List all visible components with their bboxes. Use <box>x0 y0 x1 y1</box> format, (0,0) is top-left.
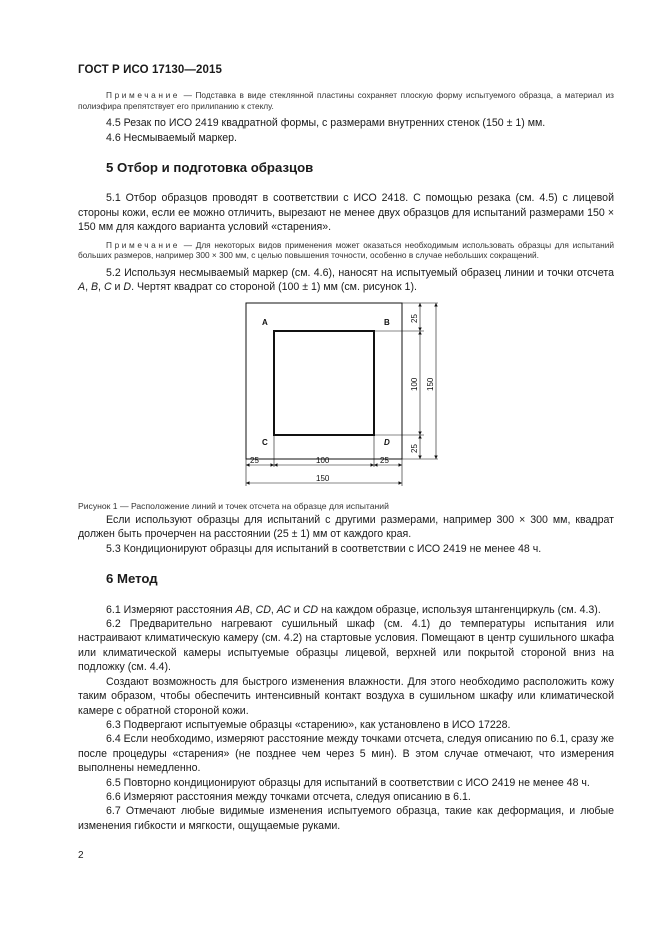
note-glass-plate: Примечание — Подставка в виде стеклянной пластины сохраняет плоскую форму испытуемого образца, а материал из полиэфира препятствует его прилипанию к стеклу. <box>78 90 614 111</box>
paragraph-humidity: Создают возможность для быстрого изменения влажности. Для этого необходимо расположить кожу таким образом, чтобы обеспечить интенсивный контакт воздуха в сушильном шкафу или климатической камере с обратной стороной кожи. <box>78 675 614 717</box>
point-b-label: B <box>384 317 390 327</box>
reference-square-diagram <box>232 301 462 497</box>
clause-4-5: 4.5 Резак по ИСО 2419 квадратной формы, с размерами внутренних стенок (150 ± 1) мм. <box>106 117 546 130</box>
clause-6-5: 6.5 Повторно кондиционируют образцы для испытаний в соответствии с ИСО 2419 не менее 48 ч. <box>106 776 590 789</box>
clause-4-6: 4.6 Несмываемый маркер. <box>106 131 238 144</box>
clause-6-6: 6.6 Измеряют расстояния между точками отсчета, следуя описанию в 6.1. <box>106 790 471 803</box>
paragraph-other-sizes: Если используют образцы для испытаний с другими размерами, например 300 × 300 мм, квадрат должен быть прочерчен на расстоянии (25 ± 1) мм от каждого края. <box>78 514 614 541</box>
note-label: Примечание <box>106 239 181 250</box>
dim-150-vertical: 150 <box>426 377 435 391</box>
clause-5-1: 5.1 Отбор образцов проводят в соответствии с ИСО 2418. С помощью резака (см. 4.5) с лицевой стороны кожи, если ее можно отличить, вырезают не менее двух образцов для испытаний размерами 150 × 150 мм для каждого варианта условий «старения». <box>78 192 614 234</box>
dim-25-left: 25 <box>250 455 259 465</box>
point-a-label: A <box>262 317 268 327</box>
clause-5-3: 5.3 Кондиционируют образцы для испытаний в соответствии с ИСО 2419 не менее 48 ч. <box>106 542 542 555</box>
dim-25-bottom: 25 <box>410 443 419 453</box>
clause-6-7: 6.7 Отмечают любые видимые изменения испытуемого образца, такие как деформация, и любые изменения гибкости и мягкости, ощущаемые руками. <box>78 805 614 832</box>
clause-6-4: 6.4 Если необходимо, измеряют расстояние между точками отсчета, следуя описанию по 6.1, сразу же после процедуры «старения» (не позднее чем через 5 мин). В этом случае отмечают, что измерения выполнены немедленно. <box>78 733 614 775</box>
section-5-title: 5 Отбор и подготовка образцов <box>106 160 314 175</box>
dim-150-horizontal: 150 <box>316 473 330 483</box>
figure-caption: Рисунок 1 — Расположение линий и точек отсчета на образце для испытаний <box>78 500 389 511</box>
point-c-label: C <box>262 437 268 447</box>
clause-6-1: 6.1 Измеряют расстояния АВ, CD, АС и CD на каждом образце, используя штангенциркуль (см. 4.3). <box>106 603 601 616</box>
figure-1 <box>78 301 614 499</box>
section-6-title: 6 Метод <box>106 571 158 587</box>
dim-100-vertical: 100 <box>410 377 419 391</box>
clause-6-3: 6.3 Подвергают испытуемые образцы «старению», как установлено в ИСО 17228. <box>106 718 511 731</box>
dim-100-horizontal: 100 <box>316 455 330 465</box>
clause-6-2: 6.2 Предварительно нагревают сушильный шкаф (см. 4.1) до температуры испытания или настраивают климатическую камеру (см. 4.2) на стартовые условия. Помещают в центр сушильного шкафа или климатической камеры испытуемые образцы лицевой, верхней или покрытой стороной вниз на подложку (см. 4.4). <box>78 618 614 674</box>
point-d-label: D <box>384 437 390 447</box>
dim-25-right: 25 <box>380 455 389 465</box>
clause-5-2: 5.2 Используя несмываемый маркер (см. 4.6), наносят на испытуемый образец линии и точки отсчета А, В, С и D. Чертят квадрат со стороной (100 ± 1) мм (см. рисунок 1). <box>78 266 614 294</box>
document-header: ГОСТ Р ИСО 17130—2015 <box>78 64 223 76</box>
note-label: Примечание <box>106 90 181 100</box>
dim-25-top: 25 <box>410 313 419 323</box>
note-sample-size: Примечание — Для некоторых видов применения может оказаться необходимым использовать образцы для испытаний больших размеров, например 300 × 300 мм, с целью повышения точности, особенно в случае небольших сокращений. <box>78 239 614 261</box>
reference-square <box>274 331 374 435</box>
page-number: 2 <box>78 850 84 861</box>
page-content <box>78 90 614 833</box>
